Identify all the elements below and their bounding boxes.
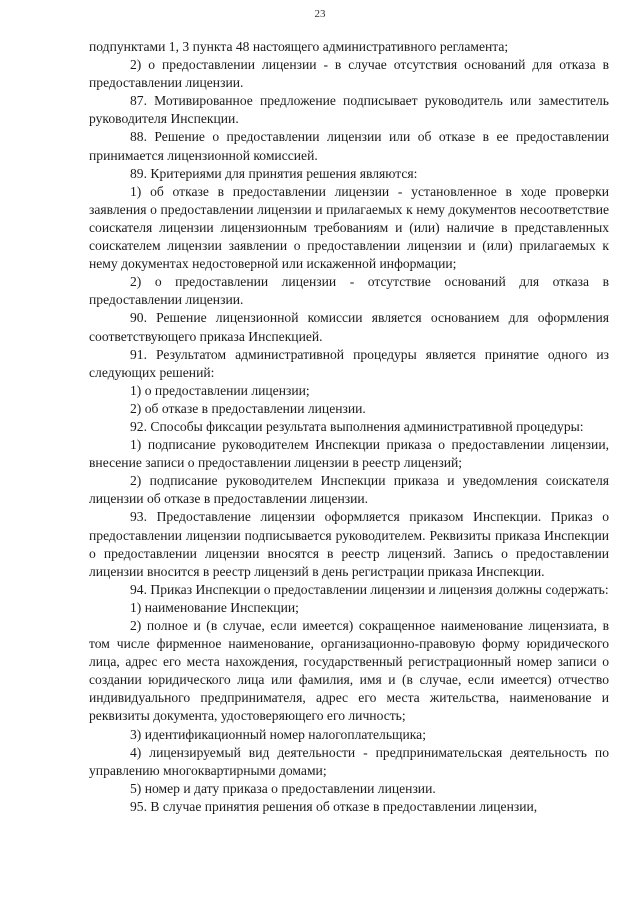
paragraph: 4) лицензируемый вид деятельности - предпринимательская деятельность по управлению многоквартирными домами; <box>89 744 609 778</box>
paragraph: 91. Результатом административной процедуры является принятие одного из следующих решений: <box>89 346 609 380</box>
paragraph: 90. Решение лицензионной комиссии является основанием для оформления соответствующего приказа Инспекцией. <box>89 310 609 344</box>
document-body <box>89 38 609 816</box>
paragraph: 92. Способы фиксации результата выполнения административной процедуры: <box>130 418 584 434</box>
paragraph: 3) идентификационный номер налогоплательщика; <box>130 726 426 742</box>
paragraph: подпунктами 1, 3 пункта 48 настоящего административного регламента; <box>89 39 509 54</box>
paragraph: 1) наименование Инспекции; <box>130 599 299 615</box>
paragraph: 88. Решение о предоставлении лицензии или об отказе в ее предоставлении принимается лицензионной комиссией. <box>89 129 609 163</box>
paragraph: 89. Критериями для принятия решения являются: <box>130 165 418 181</box>
paragraph: 1) подписание руководителем Инспекции приказа о предоставлении лицензии, внесение записи о предоставлении лицензии в реестр лицензий; <box>89 437 609 471</box>
paragraph: 1) об отказе в предоставлении лицензии - установленное в ходе проверки заявления о предоставлении лицензии и прилагаемых к нему документов несоответствие соискателя лицензии лицензионным требованиям и (или) наличие в представленных соискателем лицензии заявлении о предоставлении лицензии и (или) прилагаемых к нему документах недостоверной или искаженной информации; <box>89 183 609 272</box>
paragraph: 93. Предоставление лицензии оформляется приказом Инспекции. Приказ о предоставлении лицензии подписывается руководителем. Реквизиты приказа Инспекции о предоставлении лицензии вносятся в реестр лицензий. Запись о предоставлении лицензии вносится в реестр лицензий в день регистрации приказа Инспекции. <box>89 509 609 579</box>
paragraph: 95. В случае принятия решения об отказе в предоставлении лицензии, <box>130 798 538 814</box>
paragraph: 94. Приказ Инспекции о предоставлении лицензии и лицензия должны содержать: <box>130 581 609 597</box>
paragraph: 5) номер и дату приказа о предоставлении лицензии. <box>130 780 436 796</box>
page-number: 23 <box>314 8 326 20</box>
paragraph: 2) подписание руководителем Инспекции приказа и уведомления соискателя лицензии об отказе в предоставлении лицензии. <box>89 473 609 507</box>
paragraph: 2) полное и (в случае, если имеется) сокращенное наименование лицензиата, в том числе фирменное наименование, организационно-правовую форму юридического лица, адрес его места нахождения, государственный регистрационный номер записи о создании юридического лица или фамилия, имя и (в случае, если имеется) отчество индивидуального предпринимателя, адрес его места жительства, наименование и реквизиты документа, удостоверяющего его личность; <box>89 618 609 724</box>
paragraph: 2) об отказе в предоставлении лицензии. <box>130 400 366 416</box>
paragraph: 2) о предоставлении лицензии - в случае отсутствия оснований для отказа в предоставлении лицензии. <box>89 57 609 91</box>
paragraph: 2) о предоставлении лицензии - отсутствие оснований для отказа в предоставлении лицензии. <box>89 274 609 308</box>
paragraph: 87. Мотивированное предложение подписывает руководитель или заместитель руководителя Инспекции. <box>89 93 609 127</box>
paragraph: 1) о предоставлении лицензии; <box>130 382 310 398</box>
